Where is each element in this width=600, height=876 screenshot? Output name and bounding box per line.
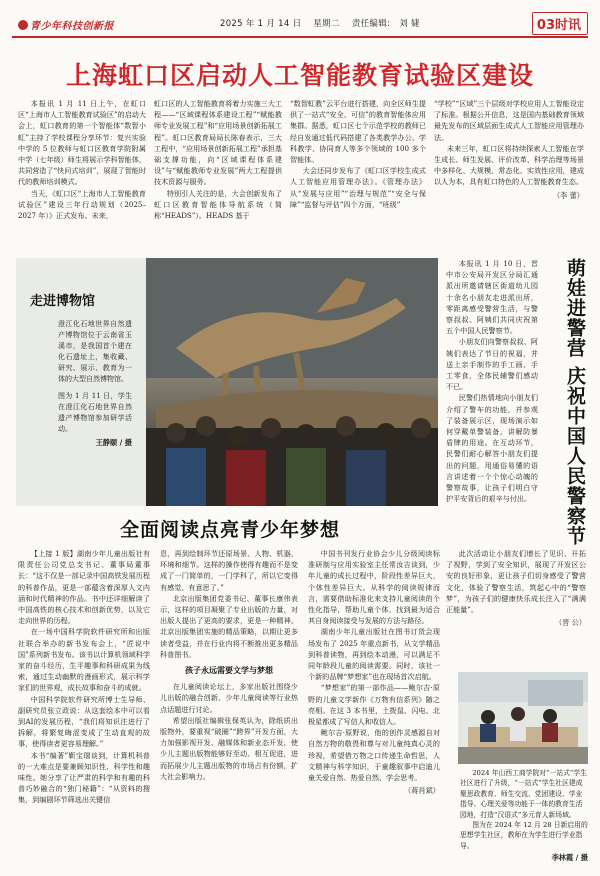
lead-paragraph: 大会还同步发布了《虹口区学校生成式人工智能应用管理办法》。《管理办法》从“发展与应用”“治理与规范”“安全与保障”“监督与评估”四个方面，“班级” (290, 166, 426, 209)
reading-col-2 (160, 548, 298, 868)
lead-headline: 上海虹口区启动人工智能教育试验区建设 (65, 61, 534, 90)
editor-name: 刘 婕 (399, 19, 420, 29)
editor-label (352, 19, 429, 29)
reading-headline: 全面阅读点亮青少年梦想 (119, 519, 340, 541)
museum-paragraph: 图为 1 月 11 日，学生在澄江化石地世界自然遗产博物馆参加研学活动。 (58, 392, 132, 433)
lead-paragraph: 虹口区的人工智能教育将着力实施三大工程——“区域课程体系建设工程”“赋能教师专业发展工程”和“应用场景创新拓展工程”。虹口区教育局局长陈春表示，三大工程中，“应用场景创新拓展工程”承担基础支撑功能，向“区域课程体系建设”与“赋能教师专业发展”两大工程提供技术资源与服务。 (154, 99, 282, 187)
lead-col-2 (154, 98, 282, 250)
lead-paragraph: 未来三年，虹口区将持续探索人工智能在学生成长、师生发展、评价改革、科学治理等场景中多样化、大规模、常态化、实效性应用，建成以人为本，具有虹口特色的人工智能教育生态。 (434, 143, 584, 187)
school-credit: 李林霞 / 摄 (551, 853, 588, 863)
editor-label-text: 责任编辑: (351, 19, 391, 29)
reading-paragraph: 鲍尔吉·原野说，他的创作灵感源自对自然万物的敬畏和尊与对儿童纯真心灵的珍视，希望借万物之口传递生命哲思，人文精神与科学知识，于童趣叙事中启迪儿童关爱自然、热爱自然、学会思考。 (308, 728, 440, 783)
police-credit: （晋 公） (554, 618, 586, 628)
museum-title: 走进博物馆 (30, 294, 96, 309)
reading-paragraph: 【上接 1 版】湖南少年儿童出版社有限责任公司党总支书记、董事局董事长：“这不仅是一部记录中国高铁发展历程的科普作品，更是一部蕴含着深厚人文内涵和时代精神的作品。书中还详细解读了中国高铁的核心技术和创新优势，以及它走向世界的历程。 (18, 549, 150, 626)
reading-col-1 (18, 548, 150, 868)
reading-paragraph: 在儿童阅读论坛上，多家出版社围绕少儿出版的融合创新、少年儿童阅读等行业热点话题进行讨论。 (160, 682, 298, 714)
lead-credit: （李 蕾） (552, 190, 584, 200)
school-caption (460, 768, 588, 864)
paper-logo (18, 17, 114, 32)
reading-paragraph: “梦想家”的第一部作品——鲍尔吉·原野的儿童文学新作《万物有信系列》随之亮相。在这 3 本书里，土拨鼠、闪电、北极星都成了写信人和收信人。 (308, 683, 440, 727)
police-headline: 萌娃进警营 庆祝中国人民警察节 (564, 258, 586, 546)
reading-subhead: 孩子永远需要文学与梦想 (185, 666, 273, 676)
lead-paragraph: 本报讯 1 月 11 日上午，在虹口区“上海市人工智能教育试验区”的启动大会上，虹口教育的第一个智能体“数智小虹”主持了学校课程分享环节：复兴实验中学的 5 位教师与虹口区教育学院附属中学（七年级）师生将展示学科智能体，共同营造了“快问式培训”，展现了智能时代的教师培训模式。 (18, 99, 146, 187)
reading-paragraph: 北京出版集团党委书记、董事长康伟表示，这样的项目凝聚了专业出版的力量，对出版人提出了更高的要求，更是一种精神。北京出版集团实施的精品策略，以期让更多读者受益，并在行业内将不断推出更多精品科普图书。 (160, 593, 298, 659)
lead-paragraph: 当天，《虹口区“上海市人工智能教育试验区”建设三年行动规划（2025–2027 年）》正式发布。未来， (18, 188, 146, 221)
police-paragraph: 本报讯 1 月 10 日，晋中市公安局开发区分局汇通派出所邀请辖区街道幼儿园十余名小朋友走进派出所，零距离感受警营生活，与警察叔叔、阿姨们共同庆祝第五个中国人民警察节。 (446, 259, 538, 336)
dateline (220, 17, 429, 29)
school-photo-image (458, 672, 588, 764)
issue-weekday: 星期二 (313, 19, 340, 29)
lead-paragraph: “数智虹教”云平台进行搭建，向全区师生提供了一站式“安全、可信”的教育智能体应用集群。据悉，虹口区七个示范学校的教师已经自发通过低代码搭建了各类教学办公、学科教学、协同育人等多个领域的 100 多个智能体。 (290, 99, 426, 165)
lead-col-3 (290, 98, 426, 250)
school-photo (458, 672, 588, 764)
masthead-rule (12, 36, 588, 38)
section-tag: 03时讯 (532, 12, 588, 35)
reading-paragraph: 在一场中国科学院软件研究所和出版社联合举办的新书发布会上，“匠说中国”系列新书发布。该书以计算机领域科学家的奋斗经历，生平趣事和科研成果为线索，通过生动幽默的漫画形式，展示科学家们的世界观，成长故事和奋斗的成就。 (18, 627, 150, 693)
police-paragraph: 此次活动让小朋友们增长了见识、开拓了视野，学到了安全知识，展现了开发区公安的良好形象，更让孩子们切身感受了警营文化，体验了警察生活，筑起心中的“警察梦”，为孩子们的健康快乐成长注入了“满满正能量”。 (446, 549, 586, 615)
paper-name: 青少年科技创新报 (30, 21, 114, 32)
reading-paragraph: 中国书刊发行业协会少儿分级阅读标准研制与应用实验室主任常汝吉谈到，少年儿童的成长过程中，阶段性差异巨大，个体性差异巨大。从科学的阅读规律而言，需要借助标准化来支持儿童阅读的个性化指导，帮助儿童个体，找到最为适合其自身阅读接受与发展的方法与路径。 (308, 549, 440, 626)
museum-credit: 王静颐 / 摄 (95, 438, 132, 447)
logo-icon (18, 20, 28, 30)
police-paragraph: 民警们热情地向小朋友们介绍了警车的功能，并参观了装备展示区，现场演示如何穿戴单警装备，讲解防暴盾牌的用途。在互动环节，民警们耐心解答小朋友们提出的问题，用通俗易懂的语言讲述着一个个惊心动魄的警察故事，让孩子们明白守护平安背后的艰辛与付出。 (446, 393, 538, 504)
police-paragraph: 小朋友们向警察叔叔、阿姨们表达了节日的祝福，并送上亲手制作的手工画、手工零食，全体民辅警们感动不已。 (446, 337, 538, 392)
museum-text (58, 319, 132, 448)
school-caption-paragraph: 图为在 2024 年 12 月 28 日新启用的思想学生社区，教师在为学生进行学业指导。 (460, 821, 588, 850)
issue-date: 2025 年 1 月 14 日 (220, 19, 302, 29)
lead-col-4 (434, 98, 584, 254)
reading-paragraph: 息，再到绘制环节还原场景、人物、机器、环境和细节。这样的操作使得有趣而不是变成了一门简单的，一门学科了，所以它变得有感觉、有意思了。” (160, 549, 298, 592)
school-caption-paragraph: 2024 年山西工商学院对“一站式”学生社区进行了升级，“一站式”学生社区建成聚思政教育、师生交流、党团建设、学业指导、心理关爱等功能于一体的教育生活园地，打造“汉语式”多元育人新场域。 (460, 769, 588, 819)
reading-credit: （蒋肖斌） (404, 786, 440, 796)
reading-paragraph: 湖南少年儿童出版社在图书订货会现场发布了 2025 年重点新书，从文学精品到科普读物，再到绘本动漫，可以满足不同年龄段儿童的阅读需要。同时，该社一个新的品牌“梦想家”也在现场首次启航。 (308, 627, 440, 682)
lead-col-1 (18, 98, 146, 250)
lead-paragraph: 特别引人关注的是，大会创新发布了虹口区教育智能体导航系统（简称“HEADS”）。HEADS 基于 (154, 188, 282, 221)
reading-paragraph: 本书“编著”靳宝瑞谈到，计算机科普的一大难点是要兼顾知识性、科学性和趣味性。她分享了让严肃的科学和有趣的科普巧妙融合的“独门秘籍”：“从资料的搜集，到编剧环节筛选出关键信 (18, 750, 150, 805)
reading-paragraph: 中国科学院软件研究所博士生导师、副研究员张立政说：从这套绘本中可以看到AI的发展历程，“我们将知识注进行了拆解，将繁复晦涩变成了生动直观的故事，使得读者更容易理解。” (18, 694, 150, 749)
reading-paragraph: 希望出版社编辑张保英认为，除纸质出版物外，要重视“破圈”“跨界”开发方面，大力加强影视开发、融媒体和新业态开发，使少儿主题出版物能够好至动、相互促进，进而拓展少儿主题出版物的市场占有份额，扩大社会影响力。 (160, 715, 298, 781)
museum-caption-box (24, 290, 132, 466)
masthead (0, 0, 600, 46)
lead-paragraph: “学校”“区域”三个层级对学校应用人工智能设定了标准。根据公开信息，这是国内基础教育领域最先发布的区域层面生成式人工智能应用管理办法。 (434, 99, 584, 142)
reading-col-3 (308, 548, 440, 868)
museum-paragraph: 澄江化石地世界自然遗产博物馆位于云南省玉溪市，是我国首个建在化石遗址上，集收藏、研究、展示、教育为一体的大型自然博物馆。 (58, 320, 132, 383)
